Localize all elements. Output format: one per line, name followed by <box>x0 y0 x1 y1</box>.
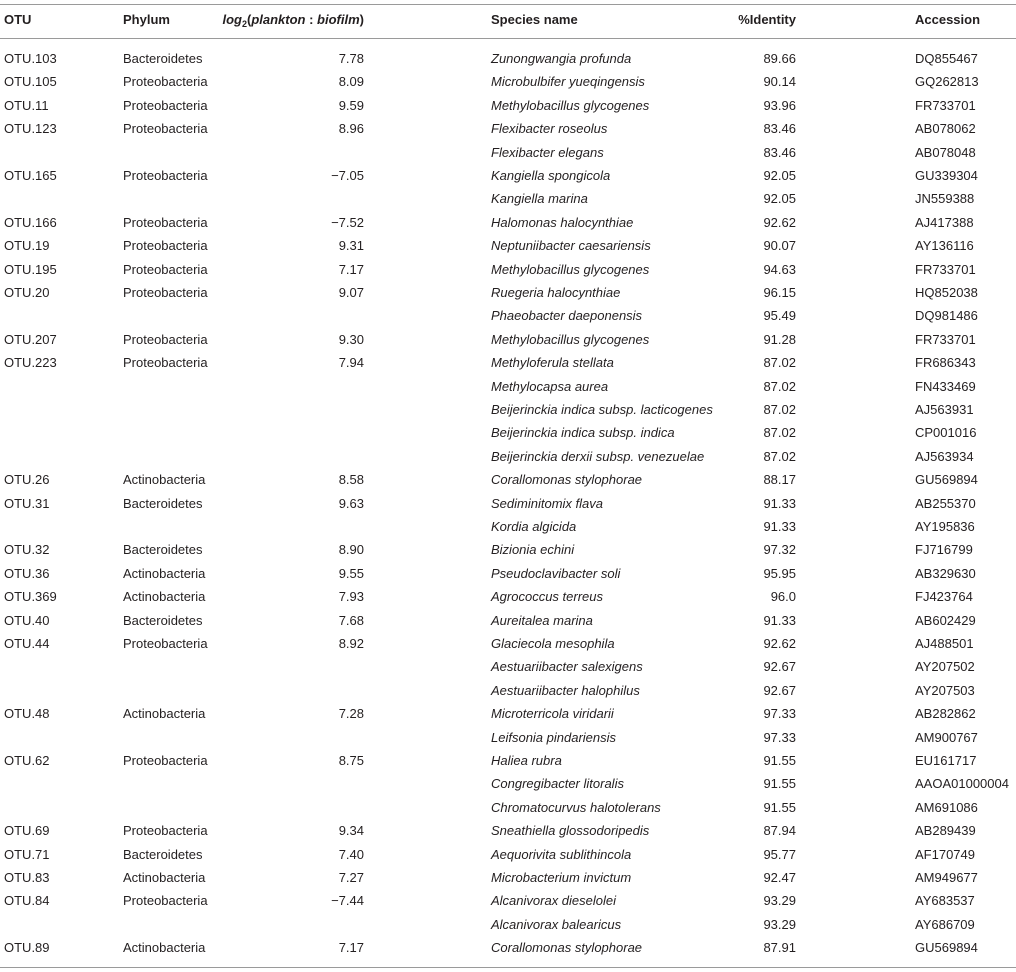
table-row <box>0 422 1016 445</box>
identity-cell: 87.02 <box>763 378 796 394</box>
table-row <box>0 165 1016 188</box>
species-name-cell: Sneathiella glossodoripedis <box>491 823 650 839</box>
header-log-close: ) <box>359 12 364 27</box>
otu-cell: OTU.19 <box>4 238 50 254</box>
accession-cell: GQ262813 <box>915 74 979 90</box>
phylum-cell: Proteobacteria <box>123 285 208 300</box>
species-name-cell: Haliea rubra <box>491 753 562 768</box>
table-header-row <box>0 4 1016 38</box>
table-row <box>0 563 1016 586</box>
table-row <box>0 118 1016 141</box>
otu-cell: OTU.103 <box>4 51 57 66</box>
log2-ratio-cell: 7.68 <box>338 612 364 628</box>
table-row <box>0 71 1016 94</box>
identity-cell: 92.67 <box>763 682 796 698</box>
log2-ratio-cell: 9.34 <box>338 823 364 839</box>
phylum-cell: Actinobacteria <box>123 870 206 885</box>
species-name-cell: Flexibacter elegans <box>491 144 604 160</box>
accession-cell: AB289439 <box>915 823 976 839</box>
accession-cell: HQ852038 <box>915 285 978 300</box>
accession-cell: FJ423764 <box>915 589 973 605</box>
identity-cell: 91.55 <box>763 753 796 768</box>
phylum-cell: Bacteroidetes <box>123 542 203 558</box>
species-name-cell: Methylobacillus glycogenes <box>491 97 650 113</box>
accession-cell: AM949677 <box>915 870 978 885</box>
phylum-cell: Proteobacteria <box>123 238 208 254</box>
phylum-cell: Proteobacteria <box>123 355 208 371</box>
species-name-cell: Flexibacter roseolus <box>491 121 608 137</box>
species-name-cell: Beijerinckia indica subsp. indica <box>491 425 675 441</box>
table-row <box>0 259 1016 282</box>
accession-cell: AB329630 <box>915 565 976 581</box>
identity-cell: 93.29 <box>763 916 796 932</box>
phylum-cell: Proteobacteria <box>123 823 208 839</box>
accession-cell: AY195836 <box>915 519 975 534</box>
table-row <box>0 680 1016 703</box>
table-bottom-rule <box>0 967 1016 968</box>
identity-cell: 91.33 <box>763 519 796 534</box>
header-log2-ratio <box>222 12 364 28</box>
log2-ratio-cell: 8.92 <box>338 636 364 651</box>
species-name-cell: Chromatocurvus halotolerans <box>491 799 661 815</box>
table-row <box>0 469 1016 492</box>
phylum-cell: Bacteroidetes <box>123 612 203 628</box>
table-row <box>0 95 1016 118</box>
log2-ratio-cell: 7.78 <box>338 51 364 66</box>
identity-cell: 87.91 <box>763 940 796 956</box>
phylum-cell: Proteobacteria <box>123 753 208 768</box>
accession-cell: DQ855467 <box>915 51 978 66</box>
otu-cell: OTU.32 <box>4 542 50 558</box>
species-name-cell: Halomonas halocynthiae <box>491 214 634 230</box>
table-row <box>0 142 1016 165</box>
log2-ratio-cell: 7.40 <box>338 846 364 862</box>
identity-cell: 95.49 <box>763 308 796 324</box>
accession-cell: FN433469 <box>915 378 976 394</box>
species-name-cell: Alcanivorax dieselolei <box>491 893 617 909</box>
log2-ratio-cell: −7.44 <box>331 893 364 909</box>
log2-ratio-cell: 8.09 <box>338 74 364 90</box>
species-name-cell: Kangiella marina <box>491 191 588 207</box>
species-name-cell: Aequorivita sublithincola <box>491 846 632 862</box>
species-name-cell: Alcanivorax balearicus <box>491 916 622 932</box>
table-row <box>0 937 1016 960</box>
otu-cell: OTU.369 <box>4 589 57 605</box>
identity-cell: 91.28 <box>763 331 796 347</box>
phylum-cell: Actinobacteria <box>123 706 206 722</box>
identity-cell: 90.07 <box>763 238 796 254</box>
header-log-denominator: biofilm <box>317 12 360 27</box>
table-row <box>0 516 1016 539</box>
identity-cell: 91.55 <box>763 799 796 815</box>
table-row <box>0 656 1016 679</box>
table-row <box>0 188 1016 211</box>
species-name-cell: Methylocapsa aurea <box>491 378 609 394</box>
otu-cell: OTU.48 <box>4 706 50 722</box>
accession-cell: AJ563931 <box>915 402 974 417</box>
phylum-cell: Bacteroidetes <box>123 846 203 862</box>
otu-cell: OTU.71 <box>4 846 50 862</box>
accession-cell: AY683537 <box>915 893 975 909</box>
identity-cell: 87.02 <box>763 402 796 417</box>
identity-cell: 93.29 <box>763 893 796 909</box>
table-row <box>0 212 1016 235</box>
identity-cell: 87.94 <box>763 823 796 839</box>
identity-cell: 91.55 <box>763 776 796 792</box>
species-name-cell: Ruegeria halocynthiae <box>491 285 621 300</box>
log2-ratio-cell: 7.17 <box>338 940 364 956</box>
accession-cell: FR733701 <box>915 97 976 113</box>
species-name-cell: Corallomonas stylophorae <box>491 472 643 488</box>
header-log-prefix: log <box>222 12 242 27</box>
table-row <box>0 773 1016 796</box>
table-row <box>0 727 1016 750</box>
identity-cell: 97.33 <box>763 729 796 745</box>
table-row <box>0 610 1016 633</box>
log2-ratio-cell: 9.59 <box>338 97 364 113</box>
table-row <box>0 844 1016 867</box>
species-name-cell: Kangiella spongicola <box>491 168 611 183</box>
identity-cell: 91.33 <box>763 495 796 511</box>
accession-cell: FR733701 <box>915 331 976 347</box>
phylum-cell: Proteobacteria <box>123 74 208 90</box>
table-row <box>0 867 1016 890</box>
phylum-cell: Proteobacteria <box>123 121 208 137</box>
phylum-cell: Actinobacteria <box>123 589 206 605</box>
identity-cell: 97.33 <box>763 706 796 722</box>
species-name-cell: Microbacterium invictum <box>491 870 632 885</box>
identity-cell: 91.33 <box>763 612 796 628</box>
table-row <box>0 914 1016 937</box>
identity-cell: 90.14 <box>763 74 796 90</box>
accession-cell: AY207503 <box>915 682 975 698</box>
otu-cell: OTU.89 <box>4 940 50 956</box>
table-row <box>0 48 1016 71</box>
table-row <box>0 376 1016 399</box>
accession-cell: AY207502 <box>915 659 975 675</box>
log2-ratio-cell: 9.63 <box>338 495 364 511</box>
accession-cell: JN559388 <box>915 191 975 207</box>
species-name-cell: Zunongwangia profunda <box>491 51 632 66</box>
log2-ratio-cell: −7.52 <box>331 214 364 230</box>
otu-cell: OTU.165 <box>4 168 57 183</box>
header-identity: %Identity <box>738 12 796 27</box>
identity-cell: 96.15 <box>763 285 796 300</box>
accession-cell: AF170749 <box>915 846 975 862</box>
phylum-cell: Proteobacteria <box>123 331 208 347</box>
accession-cell: AB602429 <box>915 612 976 628</box>
table-row <box>0 539 1016 562</box>
table-row <box>0 586 1016 609</box>
table-row <box>0 750 1016 773</box>
species-name-cell: Neptuniibacter caesariensis <box>491 238 651 254</box>
header-species-name: Species name <box>491 12 578 27</box>
otu-cell: OTU.166 <box>4 214 57 230</box>
phylum-cell: Proteobacteria <box>123 893 208 909</box>
otu-cell: OTU.36 <box>4 565 50 581</box>
species-name-cell: Methylobacillus glycogenes <box>491 331 650 347</box>
table-row <box>0 305 1016 328</box>
identity-cell: 87.02 <box>763 448 796 464</box>
log2-ratio-cell: 7.27 <box>338 870 364 885</box>
species-name-cell: Microbulbifer yueqingensis <box>491 74 645 90</box>
log2-ratio-cell: 9.55 <box>338 565 364 581</box>
species-name-cell: Methylobacillus glycogenes <box>491 261 650 277</box>
accession-cell: AY686709 <box>915 916 975 932</box>
log2-ratio-cell: 9.31 <box>338 238 364 254</box>
otu-cell: OTU.83 <box>4 870 50 885</box>
identity-cell: 96.0 <box>770 589 796 605</box>
accession-cell: AAOA01000004 <box>915 776 1009 792</box>
header-otu: OTU <box>4 12 32 27</box>
otu-cell: OTU.40 <box>4 612 50 628</box>
otu-cell: OTU.84 <box>4 893 50 909</box>
table-row <box>0 446 1016 469</box>
log2-ratio-cell: 8.75 <box>338 753 364 768</box>
table-row <box>0 820 1016 843</box>
log2-ratio-cell: 9.07 <box>338 285 364 300</box>
accession-cell: AB282862 <box>915 706 976 722</box>
identity-cell: 95.77 <box>763 846 796 862</box>
header-log-subscript: 2 <box>241 19 247 29</box>
phylum-cell: Proteobacteria <box>123 97 208 113</box>
table-row <box>0 235 1016 258</box>
species-name-cell: Pseudoclavibacter soli <box>491 565 621 581</box>
table-row <box>0 399 1016 422</box>
identity-cell: 83.46 <box>763 144 796 160</box>
identity-cell: 92.05 <box>763 191 796 207</box>
identity-cell: 92.47 <box>763 870 796 885</box>
species-name-cell: Beijerinckia derxii subsp. venezuelae <box>491 448 705 464</box>
log2-ratio-cell: 7.28 <box>338 706 364 722</box>
log2-ratio-cell: 7.94 <box>338 355 364 371</box>
otu-cell: OTU.20 <box>4 285 50 300</box>
accession-cell: AB078048 <box>915 144 976 160</box>
accession-cell: EU161717 <box>915 753 977 768</box>
accession-cell: AB078062 <box>915 121 976 137</box>
table-row <box>0 890 1016 913</box>
header-phylum: Phylum <box>123 12 170 27</box>
otu-cell: OTU.69 <box>4 823 50 839</box>
otu-cell: OTU.11 <box>4 97 49 113</box>
phylum-cell: Proteobacteria <box>123 168 208 183</box>
table-header-rule <box>0 38 1016 39</box>
otu-cell: OTU.195 <box>4 261 57 277</box>
header-log-open: ( <box>246 12 252 27</box>
accession-cell: AM900767 <box>915 729 978 745</box>
accession-cell: FR733701 <box>915 261 976 277</box>
table-row <box>0 633 1016 656</box>
accession-cell: FR686343 <box>915 355 976 371</box>
identity-cell: 89.66 <box>763 51 796 66</box>
species-name-cell: Aestuariibacter salexigens <box>491 659 643 675</box>
phylum-cell: Actinobacteria <box>123 472 206 488</box>
phylum-cell: Bacteroidetes <box>123 51 203 66</box>
identity-cell: 88.17 <box>763 472 796 488</box>
species-name-cell: Phaeobacter daeponensis <box>491 308 643 324</box>
table-row <box>0 703 1016 726</box>
identity-cell: 95.95 <box>763 565 796 581</box>
accession-cell: AJ563934 <box>915 448 974 464</box>
phylum-cell: Bacteroidetes <box>123 495 203 511</box>
phylum-cell: Proteobacteria <box>123 636 208 651</box>
phylum-cell: Proteobacteria <box>123 261 208 277</box>
accession-cell: DQ981486 <box>915 308 978 324</box>
log2-ratio-cell: −7.05 <box>331 168 364 183</box>
accession-cell: CP001016 <box>915 425 977 441</box>
identity-cell: 83.46 <box>763 121 796 137</box>
species-name-cell: Sediminitomix flava <box>491 495 603 511</box>
accession-cell: AM691086 <box>915 799 978 815</box>
otu-cell: OTU.223 <box>4 355 57 371</box>
log2-ratio-cell: 8.90 <box>338 542 364 558</box>
table-row <box>0 282 1016 305</box>
table-row <box>0 797 1016 820</box>
log2-ratio-cell: 9.30 <box>338 331 364 347</box>
header-log-numerator: plankton <box>251 12 306 27</box>
otu-cell: OTU.105 <box>4 74 57 90</box>
identity-cell: 87.02 <box>763 355 796 371</box>
log2-ratio-cell: 7.17 <box>338 261 364 277</box>
accession-cell: GU339304 <box>915 168 978 183</box>
accession-cell: AJ417388 <box>915 214 974 230</box>
otu-cell: OTU.26 <box>4 472 50 488</box>
log2-ratio-cell: 8.58 <box>338 472 364 488</box>
header-accession: Accession <box>915 12 981 27</box>
species-name-cell: Microterricola viridarii <box>491 706 614 722</box>
phylum-cell: Actinobacteria <box>123 940 206 956</box>
accession-cell: GU569894 <box>915 472 978 488</box>
table-row <box>0 493 1016 516</box>
identity-cell: 92.62 <box>763 636 796 651</box>
species-name-cell: Congregibacter litoralis <box>491 776 624 792</box>
identity-cell: 92.05 <box>763 168 796 183</box>
species-name-cell: Corallomonas stylophorae <box>491 940 643 956</box>
table-row <box>0 329 1016 352</box>
species-name-cell: Methyloferula stellata <box>491 355 614 371</box>
species-name-cell: Agrococcus terreus <box>491 589 603 605</box>
species-name-cell: Leifsonia pindariensis <box>491 729 617 745</box>
phylum-cell: Actinobacteria <box>123 565 206 581</box>
log2-ratio-cell: 8.96 <box>338 121 364 137</box>
otu-cell: OTU.31 <box>4 495 50 511</box>
accession-cell: FJ716799 <box>915 542 973 558</box>
header-log-separator: : <box>305 12 318 27</box>
species-name-cell: Glaciecola mesophila <box>491 636 615 651</box>
species-name-cell: Bizionia echini <box>491 542 575 558</box>
identity-cell: 93.96 <box>763 97 796 113</box>
otu-cell: OTU.123 <box>4 121 57 137</box>
identity-cell: 94.63 <box>763 261 796 277</box>
accession-cell: AB255370 <box>915 495 976 511</box>
species-name-cell: Aureitalea marina <box>491 612 593 628</box>
identity-cell: 87.02 <box>763 425 796 441</box>
accession-cell: AJ488501 <box>915 636 974 651</box>
accession-cell: AY136116 <box>915 238 974 254</box>
species-name-cell: Beijerinckia indica subsp. lacticogenes <box>491 402 713 417</box>
phylum-cell: Proteobacteria <box>123 214 208 230</box>
otu-cell: OTU.207 <box>4 331 57 347</box>
species-name-cell: Kordia algicida <box>491 519 577 534</box>
otu-cell: OTU.44 <box>4 636 50 651</box>
identity-cell: 92.62 <box>763 214 796 230</box>
log2-ratio-cell: 7.93 <box>338 589 364 605</box>
identity-cell: 97.32 <box>763 542 796 558</box>
accession-cell: GU569894 <box>915 940 978 956</box>
table-row <box>0 352 1016 375</box>
otu-cell: OTU.62 <box>4 753 50 768</box>
species-name-cell: Aestuariibacter halophilus <box>491 682 640 698</box>
identity-cell: 92.67 <box>763 659 796 675</box>
